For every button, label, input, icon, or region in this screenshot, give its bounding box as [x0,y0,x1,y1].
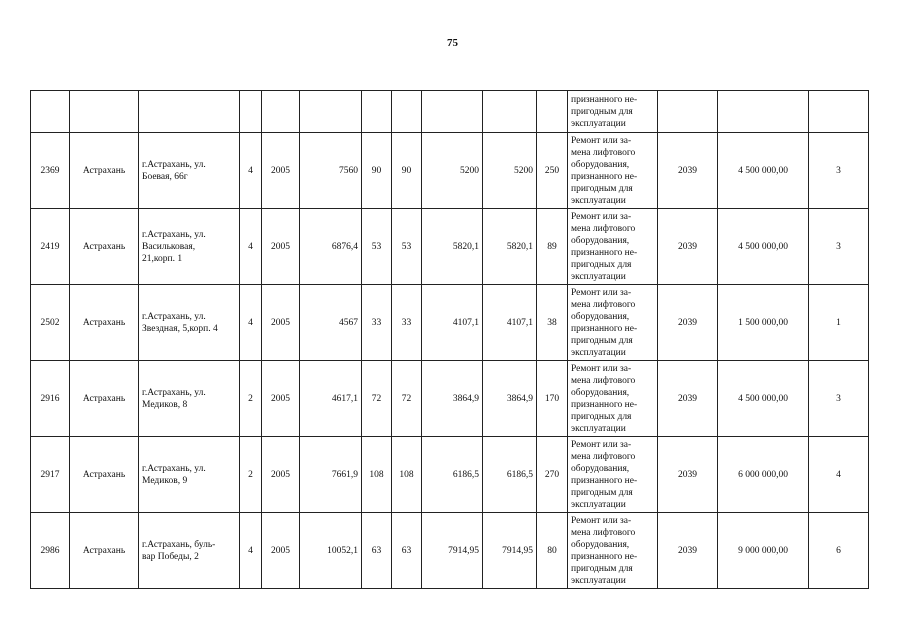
address-line: Медиков, 8 [142,399,188,410]
year-cell: 2005 [262,285,300,361]
table-cell [70,91,139,133]
address-line: г.Астрахань, ул. [142,229,206,240]
work-line: пригодным для [571,335,633,346]
floors-cell: 2 [240,361,262,437]
city-cell: Астрахань [70,513,139,589]
work-line: пригодных для [571,259,632,270]
work-description-cell [568,285,658,361]
area-a-cell: 6186,5 [422,437,483,513]
work-line: мена лифтового [571,223,636,234]
count-a-cell: 63 [362,513,392,589]
area-a-cell: 7914,95 [422,513,483,589]
count-b-cell: 108 [392,437,422,513]
city-cell: Астрахань [70,361,139,437]
work-line: оборудования, [571,463,630,474]
work-line: эксплуатации [571,118,626,129]
area-b-cell: 5200 [483,133,537,209]
table-cell [262,91,300,133]
address-cell [139,437,240,513]
table-cell [240,91,262,133]
residents-cell: 38 [537,285,568,361]
work-line: эксплуатации [571,347,626,358]
count-b-cell: 33 [392,285,422,361]
quantity-cell: 3 [809,361,869,437]
count-b-cell: 53 [392,209,422,285]
count-a-cell: 33 [362,285,392,361]
work-line: мена лифтового [571,375,636,386]
work-line: признанного не- [571,171,638,182]
address-line: 21,корп. 1 [142,253,183,264]
address-cell [139,513,240,589]
area-a-cell: 5820,1 [422,209,483,285]
work-line: пригодным для [571,563,633,574]
year-cell: 2005 [262,209,300,285]
work-line: признанного не- [571,247,638,258]
table-cell [422,91,483,133]
residents-cell: 89 [537,209,568,285]
table-cell [483,91,537,133]
object-id-cell: 2502 [31,285,70,361]
work-line: мена лифтового [571,527,636,538]
count-a-cell: 108 [362,437,392,513]
floors-cell: 4 [240,133,262,209]
address-line: Медиков, 9 [142,475,188,486]
object-id-cell: 2986 [31,513,70,589]
object-id-cell: 2916 [31,361,70,437]
work-line: пригодным для [571,183,633,194]
floors-cell: 4 [240,285,262,361]
plan-year-cell: 2039 [658,361,718,437]
residents-cell: 80 [537,513,568,589]
cost-cell: 4 500 000,00 [718,209,809,285]
residents-cell: 270 [537,437,568,513]
plan-year-cell: 2039 [658,133,718,209]
cost-cell: 6 000 000,00 [718,437,809,513]
cost-cell: 4 500 000,00 [718,361,809,437]
address-line: вар Победы, 2 [142,551,199,562]
work-line: оборудования, [571,539,630,550]
work-line: эксплуатации [571,195,626,206]
quantity-cell: 3 [809,133,869,209]
table-row [31,285,869,361]
address-line: Звездная, 5,корп. 4 [142,323,218,334]
address-line: г.Астрахань, ул. [142,387,206,398]
table-cell [362,91,392,133]
work-description-cell [568,209,658,285]
address-line: Васильковая, [142,241,196,252]
plan-year-cell: 2039 [658,437,718,513]
residents-cell: 250 [537,133,568,209]
count-a-cell: 53 [362,209,392,285]
year-cell: 2005 [262,437,300,513]
work-line: эксплуатации [571,423,626,434]
floors-cell: 2 [240,437,262,513]
work-line: Ремонт или за- [571,211,632,222]
floors-cell: 4 [240,209,262,285]
address-cell [139,209,240,285]
work-line: оборудования, [571,235,630,246]
work-line: эксплуатации [571,575,626,586]
area-a-cell: 3864,9 [422,361,483,437]
work-description-cell [568,133,658,209]
work-line: признанного не- [571,399,638,410]
table-cell [139,91,240,133]
floors-cell: 4 [240,513,262,589]
work-description-cell [568,361,658,437]
year-cell: 2005 [262,361,300,437]
total-area-cell: 4617,1 [300,361,362,437]
city-cell: Астрахань [70,285,139,361]
work-line: мена лифтового [571,451,636,462]
table-cell [658,91,718,133]
work-line: Ремонт или за- [571,439,632,450]
object-id-cell: 2369 [31,133,70,209]
area-a-cell: 4107,1 [422,285,483,361]
address-line: г.Астрахань, ул. [142,311,206,322]
city-cell: Астрахань [70,133,139,209]
table-row [31,361,869,437]
cost-cell: 1 500 000,00 [718,285,809,361]
address-line: г.Астрахань, ул. [142,159,206,170]
table-cell [537,91,568,133]
address-line: Боевая, 66г [142,171,188,182]
work-line: эксплуатации [571,499,626,510]
address-line: г.Астрахань, ул. [142,463,206,474]
year-cell: 2005 [262,513,300,589]
work-line: эксплуатации [571,271,626,282]
count-a-cell: 90 [362,133,392,209]
object-id-cell: 2419 [31,209,70,285]
work-line: признанного не- [571,475,638,486]
work-line: пригодных для [571,411,632,422]
area-b-cell: 5820,1 [483,209,537,285]
address-cell [139,285,240,361]
table-cell [809,91,869,133]
area-b-cell: 7914,95 [483,513,537,589]
count-a-cell: 72 [362,361,392,437]
year-cell: 2005 [262,133,300,209]
area-b-cell: 6186,5 [483,437,537,513]
total-area-cell: 10052,1 [300,513,362,589]
quantity-cell: 1 [809,285,869,361]
work-line: признанного не- [571,323,638,334]
cost-cell: 4 500 000,00 [718,133,809,209]
work-line: признанного не- [571,551,638,562]
residents-cell: 170 [537,361,568,437]
work-line: оборудования, [571,159,630,170]
work-line: пригодным для [571,106,633,117]
page-number: 75 [447,37,458,49]
object-id-cell: 2917 [31,437,70,513]
work-line: признанного не- [571,94,638,105]
housing-registry-table [30,90,869,589]
address-cell [139,133,240,209]
plan-year-cell: 2039 [658,209,718,285]
work-line: оборудования, [571,387,630,398]
quantity-cell: 4 [809,437,869,513]
address-line: г.Астрахань, буль- [142,539,216,550]
cost-cell: 9 000 000,00 [718,513,809,589]
work-line: Ремонт или за- [571,135,632,146]
work-description-cell [568,91,658,133]
plan-year-cell: 2039 [658,285,718,361]
total-area-cell: 7661,9 [300,437,362,513]
work-line: мена лифтового [571,147,636,158]
work-description-cell [568,437,658,513]
table-cell [718,91,809,133]
area-a-cell: 5200 [422,133,483,209]
table-row [31,513,869,589]
city-cell: Астрахань [70,209,139,285]
quantity-cell: 3 [809,209,869,285]
table-cell [300,91,362,133]
table-cell [392,91,422,133]
table-row [31,209,869,285]
count-b-cell: 63 [392,513,422,589]
city-cell: Астрахань [70,437,139,513]
total-area-cell: 7560 [300,133,362,209]
work-line: Ремонт или за- [571,363,632,374]
table-cell [31,91,70,133]
table-row [31,133,869,209]
total-area-cell: 4567 [300,285,362,361]
count-b-cell: 90 [392,133,422,209]
area-b-cell: 3864,9 [483,361,537,437]
work-line: пригодным для [571,487,633,498]
work-line: Ремонт или за- [571,287,632,298]
area-b-cell: 4107,1 [483,285,537,361]
quantity-cell: 6 [809,513,869,589]
work-description-cell [568,513,658,589]
total-area-cell: 6876,4 [300,209,362,285]
continuation-row [31,91,869,133]
work-line: Ремонт или за- [571,515,632,526]
plan-year-cell: 2039 [658,513,718,589]
address-cell [139,361,240,437]
table-row [31,437,869,513]
work-line: мена лифтового [571,299,636,310]
count-b-cell: 72 [392,361,422,437]
work-line: оборудования, [571,311,630,322]
